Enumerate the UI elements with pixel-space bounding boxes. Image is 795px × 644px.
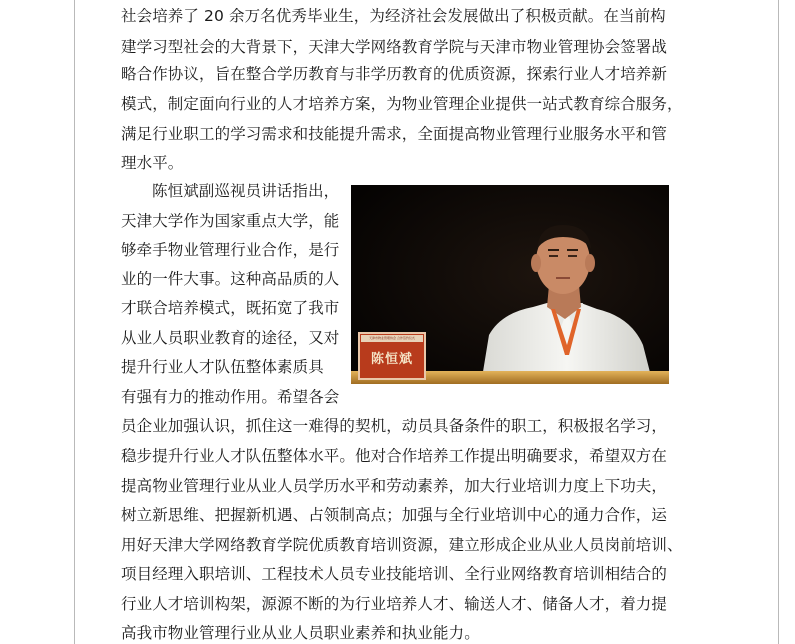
text-line: 略合作协议，旨在整合学历教育与非学历教育的优质资源，探索行业人才培养新 bbox=[121, 65, 668, 83]
text-line: 够牵手物业管理行业合作，是行 bbox=[121, 241, 340, 259]
text-line: 高我市物业管理行业从业人员职业素养和执业能力。 bbox=[121, 624, 480, 642]
speaker-brow-right bbox=[567, 249, 578, 251]
text-line: 行业人才培训构架，源源不断的为行业培养人才、输送人才、储备人才，着力提 bbox=[121, 595, 668, 613]
text-line: 社会培养了 20 余万名优秀毕业生，为经济社会发展做出了积极贡献。在当前构 bbox=[121, 7, 666, 25]
text-line: 用好天津大学网络教育学院优质教育培训资源，建立形成企业从业人员岗前培训、 bbox=[121, 536, 683, 554]
text-line: 从业人员职业教育的途径，又对 bbox=[121, 329, 340, 347]
text-line: 有强有力的推动作用。希望各会 bbox=[121, 388, 340, 406]
speaker-mouth bbox=[556, 277, 570, 279]
text-line: 稳步提升行业人才队伍整体水平。他对合作培养工作提出明确要求，希望双方在 bbox=[121, 447, 668, 465]
text-line: 项目经理入职培训、工程技术人员专业技能培训、全行业网络教育培训相结合的 bbox=[121, 565, 668, 583]
speaker-brow-left bbox=[548, 249, 559, 251]
nameplate-caption: 天津市物业管理协会 合作签约仪式 bbox=[369, 336, 415, 340]
speaker-eye-left bbox=[549, 255, 558, 257]
speaker-ear-right bbox=[585, 254, 595, 272]
speaker-ear-left bbox=[531, 254, 541, 272]
text-line: 业的一件大事。这种高品质的人 bbox=[121, 270, 340, 288]
text-line: 模式，制定面向行业的人才培养方案，为物业管理企业提供一站式教育综合服务， bbox=[121, 95, 683, 113]
nameplate-name: 陈恒斌 bbox=[370, 352, 413, 367]
text-line: 天津大学作为国家重点大学，能 bbox=[121, 212, 340, 230]
page-left-border bbox=[74, 0, 75, 644]
text-line: 树立新思维、把握新机遇、占领制高点；加强与全行业培训中心的通力合作，运 bbox=[121, 506, 668, 524]
text-line: 员企业加强认识，抓住这一难得的契机，动员具备条件的职工，积极报名学习， bbox=[121, 417, 668, 435]
text-line: 理水平。 bbox=[121, 154, 184, 172]
text-line: 才联合培养模式，既拓宽了我市 bbox=[121, 299, 340, 317]
text-line: 建学习型社会的大背景下，天津大学网络教育学院与天津市物业管理协会签署战 bbox=[121, 38, 668, 56]
text-line: 提高物业管理行业从业人员学历水平和劳动素养，加大行业培训力度上下功夫， bbox=[121, 477, 668, 495]
speaker-eye-right bbox=[568, 255, 577, 257]
speaker-photo bbox=[351, 185, 669, 384]
text-line: 陈恒斌副巡视员讲话指出， bbox=[152, 182, 340, 200]
text-line: 满足行业职工的学习需求和技能提升需求，全面提高物业管理行业服务水平和管 bbox=[121, 125, 668, 143]
text-line: 提升行业人才队伍整体素质具 bbox=[121, 358, 324, 376]
page-right-border bbox=[778, 0, 779, 644]
